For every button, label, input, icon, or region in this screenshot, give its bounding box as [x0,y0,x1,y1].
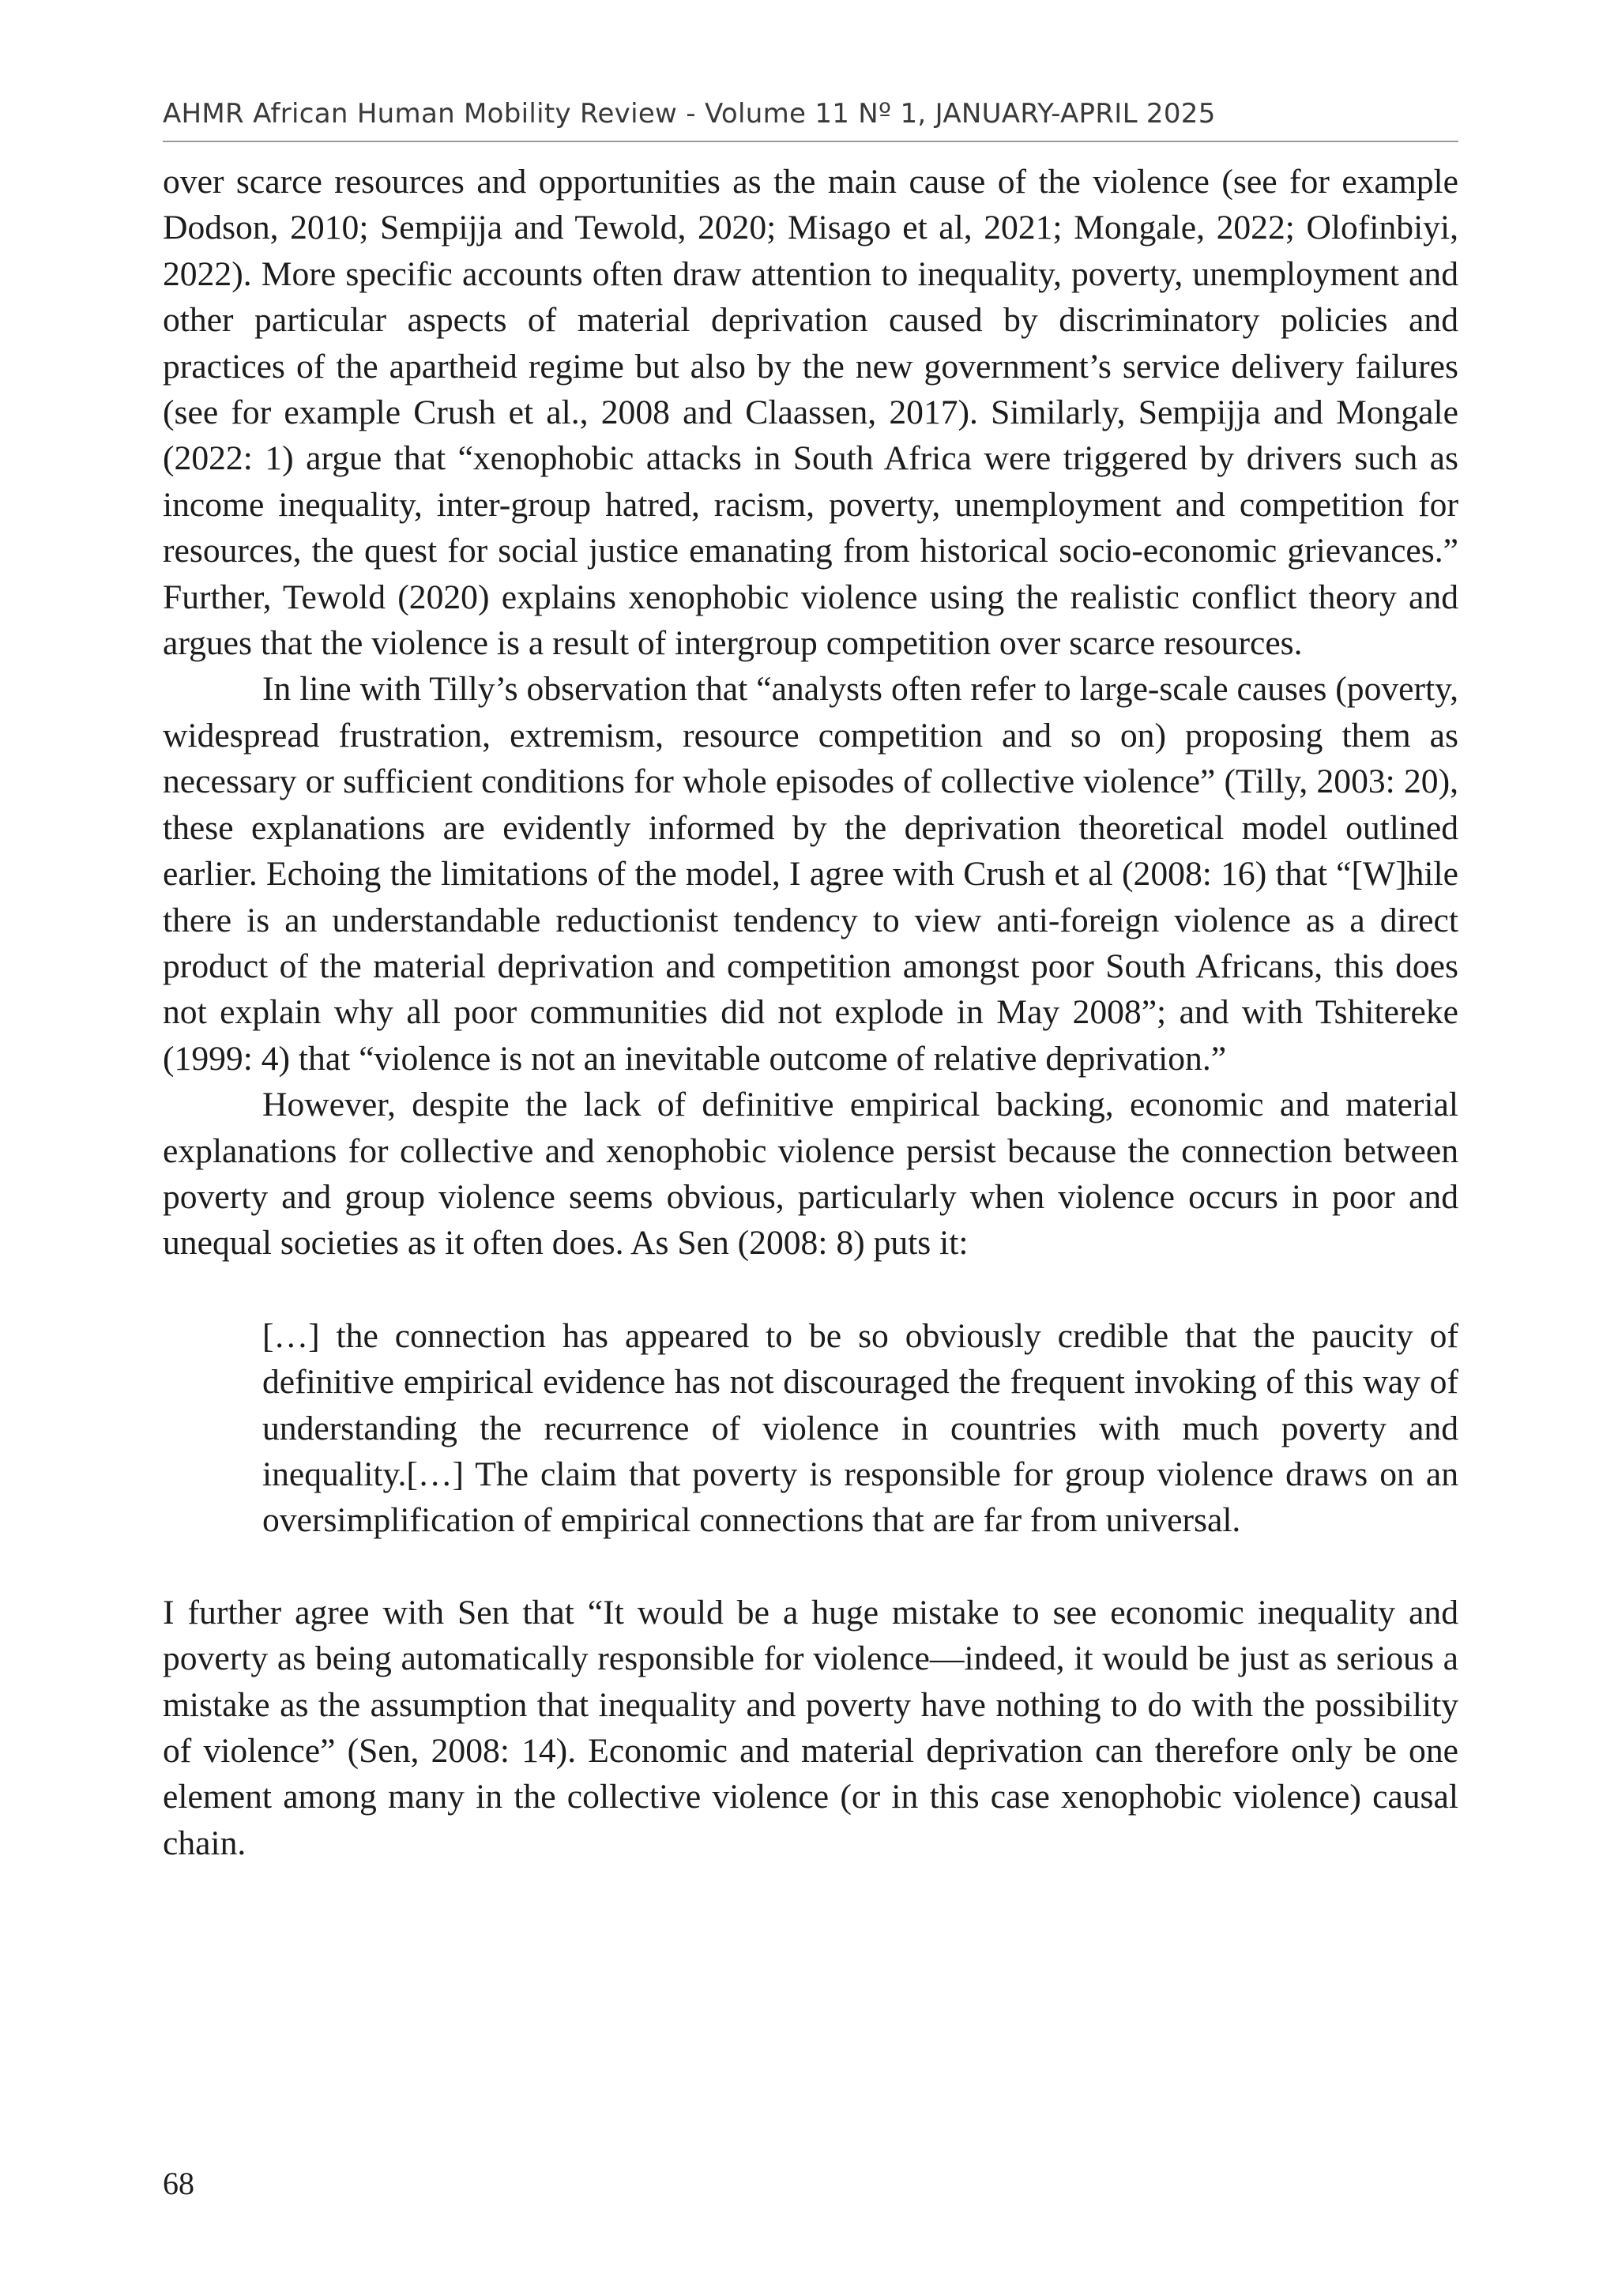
paragraph-tilly: In line with Tilly’s observation that “analysts often refer to large-scale causes (poverty, widespread frustration, extremism, resource competition and so on) proposing them as necessary or sufficient conditions for whole episodes of collective violence” (Tilly, 2003: 20), these explanations are evidently informed by the deprivation theoretical model outlined earlier. Echoing the limitations of the model, I agree with Crush et al (2008: 16) that “[W]hile there is an understandable reductionist tendency to view anti-foreign violence as a direct product of the material deprivation and competition amongst poor South Africans, this does not explain why all poor communities did not explode in May 2008”; and with Tshitereke (1999: 4) that “violence is not an inevitable outcome of relative deprivation.” [163,670,1458,1078]
block-quote-sen: […] the connection has appeared to be so obviously credible that the paucity of definitive empirical evidence has not discouraged the frequent invoking of this way of understanding the recurrence of violence in countries with much poverty and inequality.[…] The claim that poverty is responsible for group violence draws on an oversimplification of empirical connections that are far from universal. [262,1316,1458,1540]
running-header: AHMR African Human Mobility Review - Volume 11 Nº 1, JANUARY-APRIL 2025 [163,98,1216,130]
header-divider [163,141,1458,142]
article-body [163,159,1458,1866]
page-number: 68 [163,2166,194,2201]
paragraph-however: However, despite the lack of definitive empirical backing, economic and material explanations for collective and xenophobic violence persist because the connection between poverty and group violence seems obvious, particularly when violence occurs in poor and unequal societies as it often does. As Sen (2008: 8) puts it: [163,1086,1458,1263]
paragraph-conclusion: I further agree with Sen that “It would be a huge mistake to see economic inequality and poverty as being automatically responsible for violence—indeed, it would be just as serious a mistake as the assumption that inequality and poverty have nothing to do with the possibility of violence” (Sen, 2008: 14). Economic and material deprivation can therefore only be one element among many in the collective violence (or in this case xenophobic violence) causal chain. [163,1593,1458,1862]
paragraph-continued: over scarce resources and opportunities as the main cause of the violence (see for example Dodson, 2010; Sempijja and Tewold, 2020; Misago et al, 2021; Mongale, 2022; Olofinbiyi, 2022). More specific accounts often draw attention to inequality, poverty, unemployment and other particular aspects of material deprivation caused by discriminatory policies and practices of the apartheid regime but also by the new government’s service delivery failures (see for example Crush et al., 2008 and Claassen, 2017). Similarly, Sempijja and Mongale (2022: 1) argue that “xenophobic attacks in South Africa were triggered by drivers such as income inequality, inter-group hatred, racism, poverty, unemployment and competition for resources, the quest for social justice emanating from historical socio-economic grievances.” Further, Tewold (2020) explains xenophobic violence using the realistic conflict theory and argues that the violence is a result of intergroup competition over scarce resources. [163,163,1458,663]
